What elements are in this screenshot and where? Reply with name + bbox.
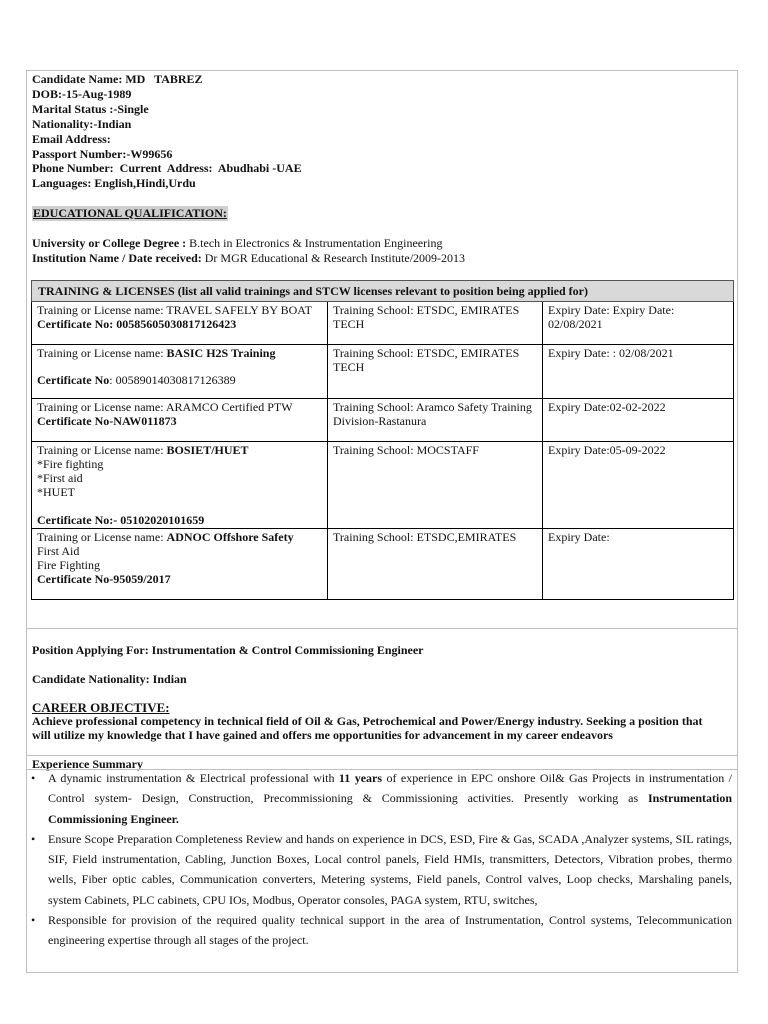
school-cell: Training School: MOCSTAFF: [328, 442, 543, 529]
license-cell: [32, 399, 328, 442]
expiry-cell: Expiry Date:02-02-2022: [543, 399, 734, 442]
certificate-number: Certificate No: 00585605030817126423: [37, 317, 237, 331]
expiry-cell: Expiry Date: Expiry Date: 02/08/2021: [543, 302, 734, 345]
expiry-cell: Expiry Date:: [543, 529, 734, 600]
experience-text: A dynamic instrumentation & Electrical professional with: [48, 771, 339, 785]
degree-label: University or College Degree :: [32, 236, 190, 250]
institution-line: [32, 251, 465, 266]
candidate-name: Candidate Name: MD TABREZ: [32, 72, 203, 86]
license-cell: [32, 442, 328, 529]
training-item: *Fire fighting: [37, 457, 104, 471]
certificate-number: Certificate No:- 05102020101659: [37, 513, 205, 527]
experience-years: 11: [338, 771, 351, 785]
personal-details: [32, 72, 302, 191]
training-item: Fire Fighting: [37, 558, 101, 572]
training-header: TRAINING & LICENSES (list all valid trainings and STCW licenses relevant to position being applied for): [32, 281, 734, 302]
phone-address: Phone Number: Current Address: Abudhabi -UAE: [32, 161, 302, 176]
list-item: [30, 910, 732, 951]
training-header-row: [32, 281, 734, 302]
license-label: Training or License name:: [37, 443, 167, 457]
list-item: [30, 829, 732, 910]
current-role: Instrumentation Commissioning Engineer.: [48, 791, 732, 826]
certificate-number: Certificate No-95059/2017: [37, 572, 171, 586]
degree-line: [32, 236, 465, 251]
license-name: ADNOC Offshore Safety: [166, 530, 294, 544]
school-cell: Training School: Aramco Safety Training Division-Rastanura: [328, 399, 543, 442]
license-name: TRAVEL SAFELY BY BOAT: [166, 303, 312, 317]
certificate-label: Certificate No: [37, 373, 110, 387]
table-row: [32, 529, 734, 600]
experience-text: Ensure Scope Preparation Completeness Review and hands on experience in DCS, ESD, Fire & Gas, SCADA ,Analyzer systems, SIL ratings, SIF, Field instrumentation, Cabling, Junction Boxes, Local control panels, Field HMIs, transmitters, Detectors, Vibration probes, thermo wells, Fiber optic cables, Communication converters, Metering systems, Field panels, Control valves, Loop checks, Marshaling panels, system Cabinets, PLC cabinets, CPU IOs, Modbus, Operator consoles, PAGA system, RTU, switches,: [48, 831, 732, 907]
list-item: [30, 768, 732, 829]
bullet-icon: •: [31, 913, 36, 928]
experience-text: Responsible for provision of the required quality technical support in the area of Instrumentation, Control systems, Telecommunication engineering expertise through all stages of the project.: [48, 913, 732, 948]
license-label: Training or License name:: [37, 303, 167, 317]
experience-list: [30, 768, 732, 951]
nationality: Nationality:-Indian: [32, 116, 132, 131]
license-name: ARAMCO Certified PTW: [165, 400, 293, 414]
career-objective-heading: CAREER OBJECTIVE:: [32, 700, 170, 715]
position-applying: Position Applying For: Instrumentation & Control Commissioning Engineer: [32, 643, 424, 657]
expiry-cell: Expiry Date: : 02/08/2021: [543, 345, 734, 399]
experience-years-label: years: [350, 771, 383, 785]
table-row: [32, 442, 734, 529]
email-address: Email Address:: [32, 131, 111, 146]
school-cell: Training School: ETSDC,EMIRATES: [328, 529, 543, 600]
training-item: *HUET: [37, 485, 75, 499]
experience-text: of experience in EPC onshore Oil& Gas Projects in instrumentation / Control system- Design, Construction, Precommissioning & Commissioning activities. Presently working as: [48, 771, 732, 806]
table-row: [32, 302, 734, 345]
school-cell: Training School: ETSDC, EMIRATES TECH: [328, 302, 543, 345]
license-cell: [32, 529, 328, 600]
license-label: Training or License name:: [37, 346, 167, 360]
license-label: Training or License name:: [37, 530, 167, 544]
license-label: Training or License name:: [37, 400, 166, 414]
education-heading: EDUCATIONAL QUALIFICATION:: [33, 206, 227, 220]
certificate-number: Certificate No-NAW011873: [37, 414, 177, 428]
candidate-nationality: Candidate Nationality: Indian: [32, 672, 187, 686]
training-table: [31, 280, 734, 600]
table-row: [32, 345, 734, 399]
section-divider: [26, 628, 738, 629]
education-details: [32, 236, 465, 266]
training-item: First Aid: [37, 544, 80, 558]
certificate-value: : 00589014030817126389: [109, 373, 236, 387]
marital-status: Marital Status :-Single: [32, 101, 149, 116]
degree-value: B.tech in Electronics & Instrumentation Engineering: [189, 236, 443, 250]
passport-number: Passport Number:-W99656: [32, 146, 173, 161]
school-cell: Training School: ETSDC, EMIRATES TECH: [328, 345, 543, 399]
bullet-icon: •: [31, 831, 36, 846]
section-divider: [26, 755, 738, 756]
license-name: BASIC H2S Training: [166, 346, 276, 360]
certificate-line: [37, 373, 322, 387]
institution-label: Institution Name / Date received:: [32, 251, 202, 265]
table-row: [32, 399, 734, 442]
license-cell: [32, 345, 328, 399]
bullet-icon: •: [31, 771, 36, 785]
license-cell: [32, 302, 328, 345]
languages: Languages: English,Hindi,Urdu: [32, 176, 196, 191]
career-objective-text: Achieve professional competency in technical field of Oil & Gas, Petrochemical and Power/Energy industry. Seeking a position that will utilize my knowledge that I have gained and offers me opportunities for advancement in my career endeavors: [32, 714, 703, 742]
license-name: BOSIET/HUET: [166, 443, 249, 457]
training-item: *First aid: [37, 471, 83, 485]
institution-value: Dr MGR Educational & Research Institute/2009-2013: [201, 251, 466, 265]
experience-heading: Experience Summary: [32, 757, 143, 771]
expiry-cell: Expiry Date:05-09-2022: [543, 442, 734, 529]
dob: DOB:-15-Aug-1989: [32, 86, 132, 101]
